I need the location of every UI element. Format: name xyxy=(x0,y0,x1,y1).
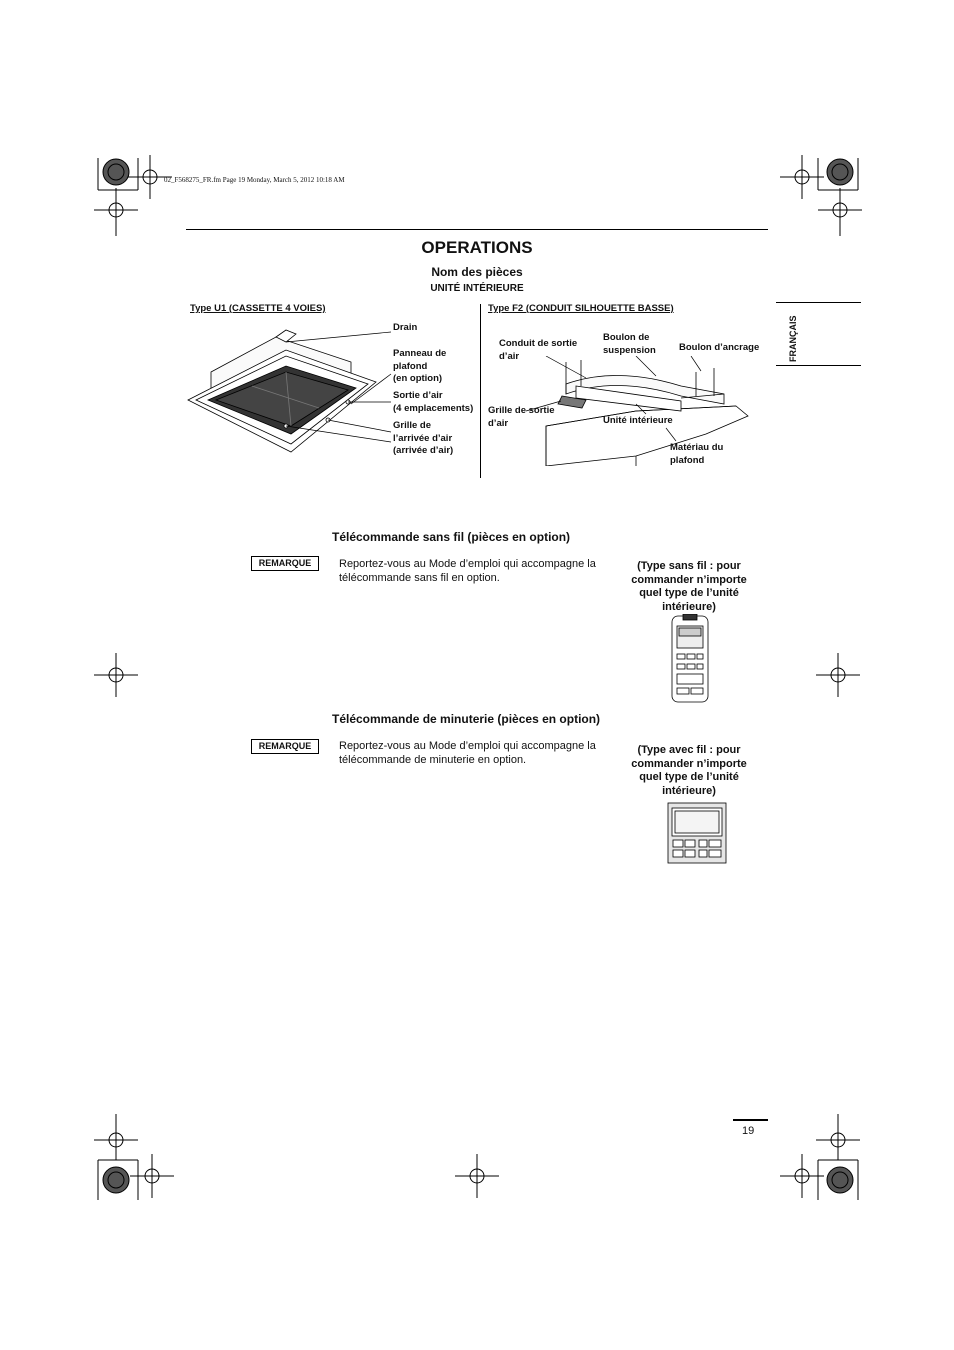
f2-label-indoor: Unité intérieure xyxy=(603,415,673,426)
timer-caption: (Type avec fil : pour commander n’importe quel type de l’unité intérieure) xyxy=(631,744,747,797)
u1-label-panel: Panneau de plafond (en option) xyxy=(393,348,447,384)
timer-remark-text: Reportez-vous au Mode d’emploi qui accompagne la télécommande de minuterie en option. xyxy=(339,740,596,766)
u1-heading: Type U1 (CASSETTE 4 VOIES) xyxy=(190,303,326,314)
file-info: 02_F568275_FR.fm Page 19 Monday, March 5, 2012 10:18 AM xyxy=(164,176,345,184)
wireless-caption: (Type sans fil : pour commander n’importe quel type de l’unité intérieure) xyxy=(631,560,747,613)
page-number-rule xyxy=(733,1119,768,1121)
f2-label-grille: Grille de sortie d’air xyxy=(488,405,555,429)
wireless-remote-illustration xyxy=(670,614,710,704)
header-rule xyxy=(186,229,768,230)
f2-label-ceiling: Matériau du plafond xyxy=(670,442,724,466)
page-title: OPERATIONS xyxy=(421,238,533,257)
f2-label-suspension: Boulon de suspension xyxy=(603,332,656,356)
timer-remote-illustration xyxy=(667,802,727,864)
timer-remark-badge: REMARQUE xyxy=(251,739,319,754)
diagram-divider xyxy=(480,304,481,478)
f2-label-anchor: Boulon d’ancrage xyxy=(679,342,760,353)
u1-label-outlet: Sortie d’air (4 emplacements) xyxy=(393,390,474,414)
f2-heading: Type F2 (CONDUIT SILHOUETTE BASSE) xyxy=(488,303,674,314)
wireless-remark-text: Reportez-vous au Mode d’emploi qui accompagne la télécommande sans fil en option. xyxy=(339,558,596,584)
section-title: Nom des pièces xyxy=(431,265,523,279)
language-tab-bottom-rule xyxy=(776,365,861,366)
f2-label-duct: Conduit de sortie d’air xyxy=(499,338,578,362)
u1-label-drain: Drain xyxy=(393,322,418,333)
wireless-remark-badge: REMARQUE xyxy=(251,556,319,571)
language-tab: FRANÇAIS xyxy=(788,315,798,362)
timer-heading: Télécommande de minuterie (pièces en option) xyxy=(332,712,601,726)
page-number: 19 xyxy=(742,1125,755,1137)
wireless-heading: Télécommande sans fil (pièces en option) xyxy=(332,530,571,544)
language-tab-top-rule xyxy=(776,302,861,303)
u1-label-grille: Grille de l’arrivée d’air (arrivée d’air) xyxy=(393,420,454,456)
subsection-title: UNITÉ INTÉRIEURE xyxy=(430,283,524,294)
